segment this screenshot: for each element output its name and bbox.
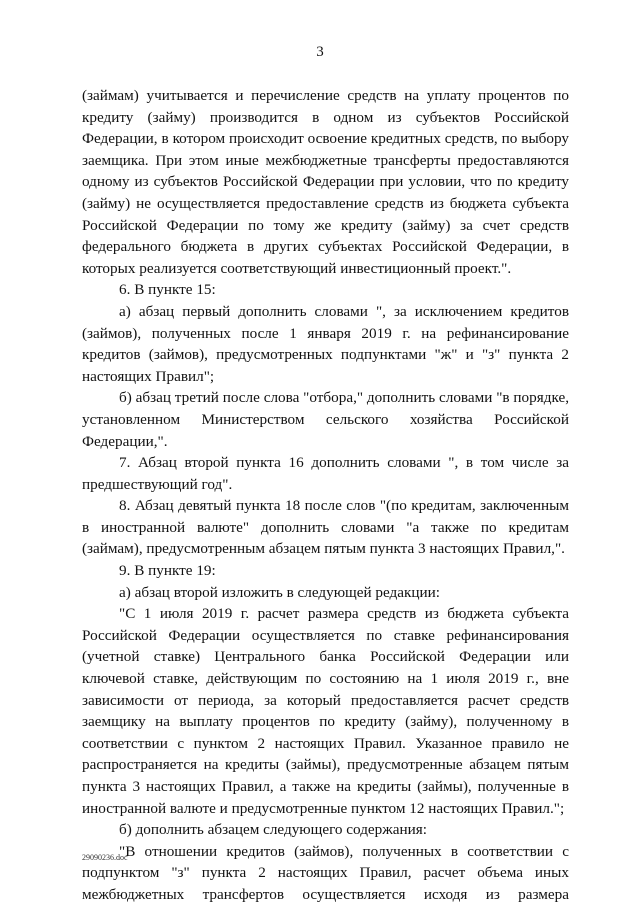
paragraph: 7. Абзац второй пункта 16 дополнить словами ", в том числе за предшествующий год".	[82, 454, 569, 493]
file-name-footer: 29090236.doc	[82, 853, 128, 862]
paragraph: 9. В пункте 19:	[119, 562, 216, 580]
paragraph: а) абзац первый дополнить словами ", за исключением кредитов (займов), полученных после 1 января 2019 г. на рефинансирование кредитов (займов), предусмотренных подпунктами "ж" и "з" пункта 2 настоящих Правил";	[82, 302, 569, 385]
paragraph: а) абзац второй изложить в следующей редакции:	[119, 583, 441, 601]
paragraph: 8. Абзац девятый пункта 18 после слов "(по кредитам, заключенным в иностранной валюте" дополнить словами "а также по кредитам (займам), предусмотренным абзацем пятым пункта 3 настоящих Правил,".	[82, 497, 569, 558]
paragraph: "В отношении кредитов (займов), полученных в соответствии с подпунктом "з" пункта 2 настоящих Правил, расчет объема иных межбюджетных трансфертов осуществляется исходя из размера	[82, 842, 569, 903]
paragraph: (займам) учитывается и перечисление средств на уплату процентов по кредиту (займу) производится в одном из субъектов Российской Федерации, в котором происходит освоение кредитных средств, по выбору заемщика. При этом иные межбюджетные трансферты предоставляются одному из субъектов Российской Федерации при условии, что по кредиту (займу) не осуществляется предоставление средств из бюджета субъекта Российской Федерации по тому же кредиту (займу) за счет средств федерального бюджета в других субъектах Российской Федерации, в которых реализуется соответствующий инвестиционный проект.".	[82, 87, 569, 277]
paragraph: "С 1 июля 2019 г. расчет размера средств из бюджета субъекта Российской Федерации осуществляется по ставке рефинансирования (учетной ставке) Центрального банка Российской Федерации или ключевой ставке, действующим по состоянию на 1 июля 2019 г., вне зависимости от периода, за который предоставляется расчет средств заемщику на выплату процентов по кредиту (займу), полученному в соответствии с пунктом 2 настоящих Правил. Указанное правило не распространяется на кредиты (займы), предусмотренные абзацем пятым пункта 3 настоящих Правил, а также на кредиты (займы), полученные в иностранной валюте и предусмотренные пунктом 12 настоящих Правил.";	[82, 605, 569, 817]
paragraph: 6. В пункте 15:	[119, 281, 216, 299]
paragraph: б) абзац третий после слова "отбора," дополнить словами "в порядке, установленном Министерством сельского хозяйства Российской Федерации,".	[82, 389, 569, 450]
document-body	[82, 85, 569, 906]
paragraph: б) дополнить абзацем следующего содержания:	[119, 821, 427, 839]
page-number: 3	[316, 44, 324, 60]
